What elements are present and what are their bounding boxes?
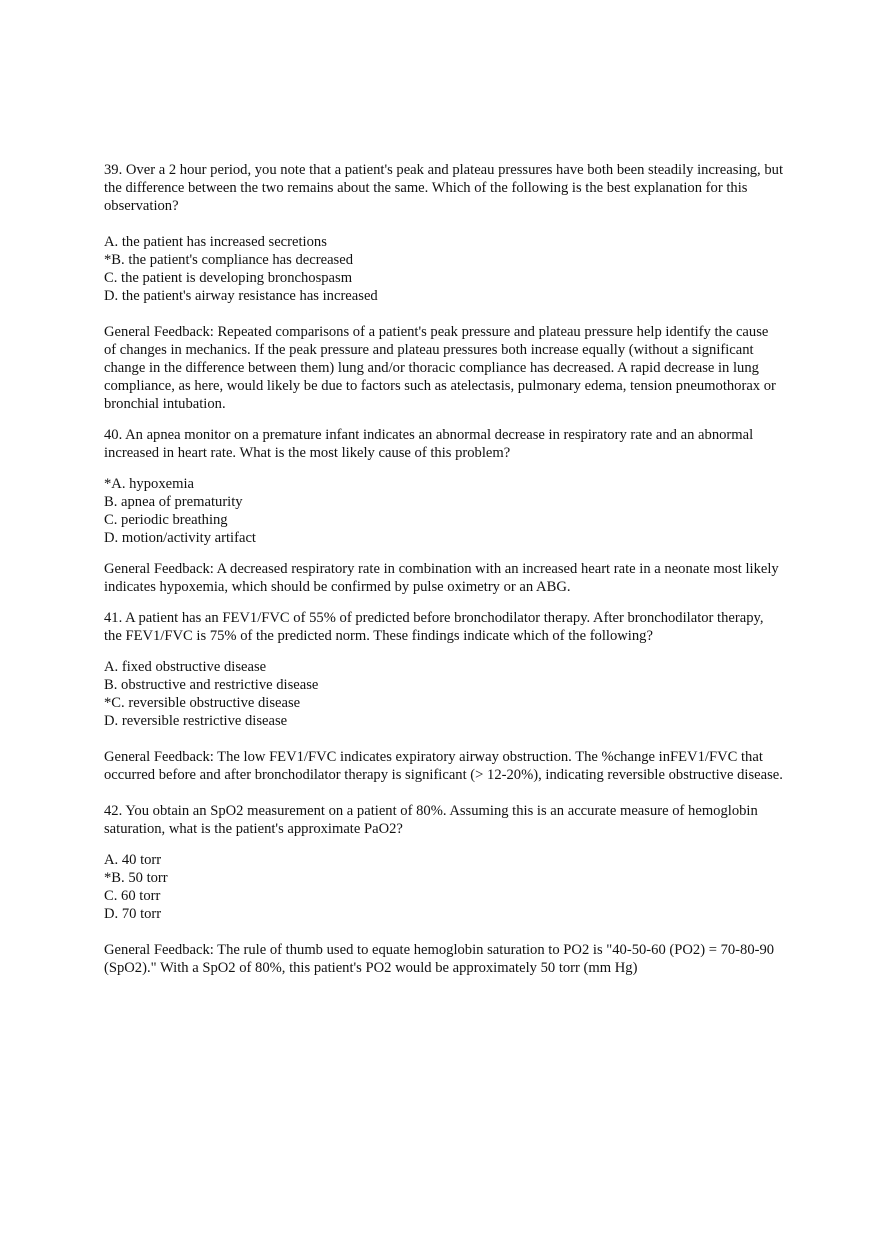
answer-option: *C. reversible obstructive disease xyxy=(104,695,301,711)
answer-option: C. the patient is developing bronchospasm xyxy=(104,270,353,286)
answer-option: A. 40 torr xyxy=(104,852,162,868)
answer-option: D. reversible restrictive disease xyxy=(104,713,288,729)
question-40 xyxy=(104,426,784,596)
general-feedback: General Feedback: A decreased respiratory rate in combination with an increased heart rate in a neonate most likely indicates hypoxemia, which should be confirmed by pulse oximetry or an ABG. xyxy=(104,561,779,595)
answer-option: C. periodic breathing xyxy=(104,512,228,528)
answer-option: B. obstructive and restrictive disease xyxy=(104,677,319,693)
answer-option: A. the patient has increased secretions xyxy=(104,234,327,250)
answer-option: B. apnea of prematurity xyxy=(104,494,243,510)
general-feedback: General Feedback: The low FEV1/FVC indicates expiratory airway obstruction. The %change inFEV1/FVC that occurred before and after bronchodilator therapy is significant (> 12-20%), indicating reversible obstructive disease. xyxy=(104,749,783,783)
answer-option: D. motion/activity artifact xyxy=(104,530,256,546)
answer-option: A. fixed obstructive disease xyxy=(104,659,267,675)
answer-option: *A. hypoxemia xyxy=(104,476,194,492)
answer-option: D. 70 torr xyxy=(104,906,162,922)
question-stem: 39. Over a 2 hour period, you note that a patient's peak and plateau pressures have both been steadily increasing, but the difference between the two remains about the same. Which of the following is the best explanation for this observation? xyxy=(104,162,784,214)
answer-option: D. the patient's airway resistance has increased xyxy=(104,288,378,304)
answer-options xyxy=(104,475,784,547)
question-stem: 41. A patient has an FEV1/FVC of 55% of predicted before bronchodilator therapy. After bronchodilator therapy, the FEV1/FVC is 75% of the predicted norm. These findings indicate which of the following? xyxy=(104,610,764,644)
answer-options xyxy=(104,233,784,305)
answer-option: *B. the patient's compliance has decreased xyxy=(104,252,354,268)
question-39 xyxy=(104,161,784,413)
question-stem: 42. You obtain an SpO2 measurement on a patient of 80%. Assuming this is an accurate measure of hemoglobin saturation, what is the patient's approximate PaO2? xyxy=(104,803,758,837)
question-41 xyxy=(104,609,784,784)
question-42 xyxy=(104,802,784,977)
answer-option: C. 60 torr xyxy=(104,888,161,904)
document-page xyxy=(104,161,784,977)
answer-options xyxy=(104,658,784,730)
answer-options xyxy=(104,851,784,923)
question-stem: 40. An apnea monitor on a premature infant indicates an abnormal decrease in respiratory rate and an abnormal increased in heart rate. What is the most likely cause of this problem? xyxy=(104,427,754,461)
general-feedback: General Feedback: Repeated comparisons of a patient's peak pressure and plateau pressure help identify the cause of changes in mechanics. If the peak pressure and plateau pressures both increase equally (without a significant change in the difference between them) lung and/or thoracic compliance has decreased. A rapid decrease in lung compliance, as here, would likely be due to factors such as atelectasis, pulmonary edema, tension pneumothorax or bronchial intubation. xyxy=(104,324,776,412)
answer-option: *B. 50 torr xyxy=(104,870,168,886)
general-feedback: General Feedback: The rule of thumb used to equate hemoglobin saturation to PO2 is "40-50-60 (PO2) = 70-80-90 (SpO2)." With a SpO2 of 80%, this patient's PO2 would be approximately 50 torr (mm Hg) xyxy=(104,942,775,976)
